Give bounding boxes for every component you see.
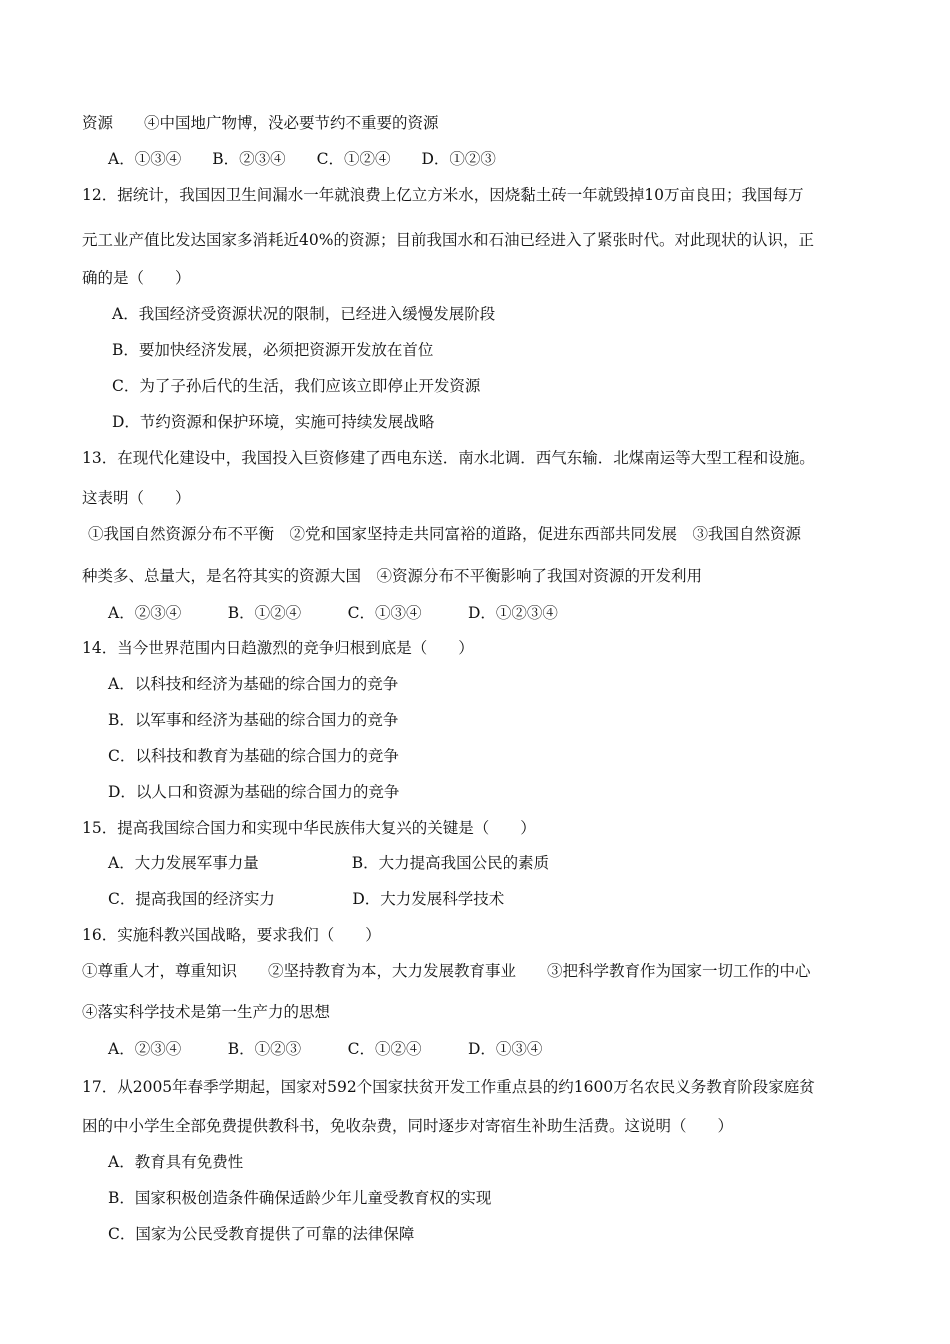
q16-statements-line-2: ④落实科学技术是第一生产力的思想 — [82, 1003, 331, 1021]
q13-statements-line-2: 种类多、总量大，是名符其实的资源大国 ④资源分布不平衡影响了我国对资源的开发利用 — [82, 567, 703, 585]
q16-stem: 16．实施科教兴国战略，要求我们（ ） — [82, 926, 381, 944]
q12-option-a: A．我国经济受资源状况的限制，已经进入缓慢发展阶段 — [112, 305, 496, 323]
q11-answer-options: A．①③④ B．②③④ C．①②④ D．①②③ — [108, 150, 496, 168]
q13-stem-line-1: 13．在现代化建设中，我国投入巨资修建了西电东送．南水北调．西气东输．北煤南运等大型工程和设施。 — [82, 449, 815, 467]
q12-option-c: C．为了子孙后代的生活，我们应该立即停止开发资源 — [112, 377, 481, 395]
q14-option-d: D．以人口和资源为基础的综合国力的竞争 — [108, 783, 400, 801]
q12-option-d: D．节约资源和保护环境，实施可持续发展战略 — [112, 413, 435, 431]
q17-option-c: C．国家为公民受教育提供了可靠的法律保障 — [108, 1225, 415, 1243]
q14-option-b: B．以军事和经济为基础的综合国力的竞争 — [108, 711, 399, 729]
q14-option-c: C．以科技和教育为基础的综合国力的竞争 — [108, 747, 399, 765]
q12-stem-line-1: 12．据统计，我国因卫生间漏水一年就浪费上亿立方米水，因烧黏土砖一年就毁掉10万亩良田；我国每万 — [82, 186, 804, 204]
q12-stem-line-2: 元工业产值比发达国家多消耗近40%的资源；目前我国水和石油已经进入了紧张时代。对此现状的认识，正 — [82, 231, 814, 249]
q14-stem: 14．当今世界范围内日趋激烈的竞争归根到底是（ ） — [82, 639, 474, 657]
q12-option-b: B．要加快经济发展，必须把资源开发放在首位 — [112, 341, 434, 359]
q13-stem-line-2: 这表明（ ） — [82, 489, 191, 507]
q16-answer-options: A．②③④ B．①②③ C．①②④ D．①③④ — [108, 1040, 543, 1058]
q16-statements-line-1: ①尊重人才，尊重知识 ②坚持教育为本，大力发展教育事业 ③把科学教育作为国家一切工作的中心 — [82, 962, 811, 980]
q13-answer-options: A．②③④ B．①②④ C．①③④ D．①②③④ — [108, 604, 558, 622]
q12-stem-line-3: 确的是（ ） — [82, 269, 191, 287]
q17-option-a: A．教育具有免费性 — [108, 1153, 244, 1171]
q17-stem-line-1: 17．从2005年春季学期起，国家对592个国家扶贫开发工作重点县的约1600万名农民义务教育阶段家庭贫 — [82, 1078, 815, 1096]
q13-statements-line-1: ①我国自然资源分布不平衡 ②党和国家坚持走共同富裕的道路，促进东西部共同发展 ③我国自然资源 — [88, 525, 802, 543]
q17-stem-line-2: 困的中小学生全部免费提供教科书，免收杂费，同时逐步对寄宿生补助生活费。这说明（ ） — [82, 1117, 734, 1135]
q11-option-4-continued: 资源 ④中国地广物博，没必要节约不重要的资源 — [82, 114, 439, 132]
q17-option-b: B．国家积极创造条件确保适龄少年儿童受教育权的实现 — [108, 1189, 492, 1207]
q14-option-a: A．以科技和经济为基础的综合国力的竞争 — [108, 675, 399, 693]
q15-options-ab: A．大力发展军事力量 B．大力提高我国公民的素质 — [108, 854, 550, 872]
q15-options-cd: C．提高我国的经济实力 D．大力发展科学技术 — [108, 890, 505, 908]
q15-stem: 15．提高我国综合国力和实现中华民族伟大复兴的关键是（ ） — [82, 819, 536, 837]
